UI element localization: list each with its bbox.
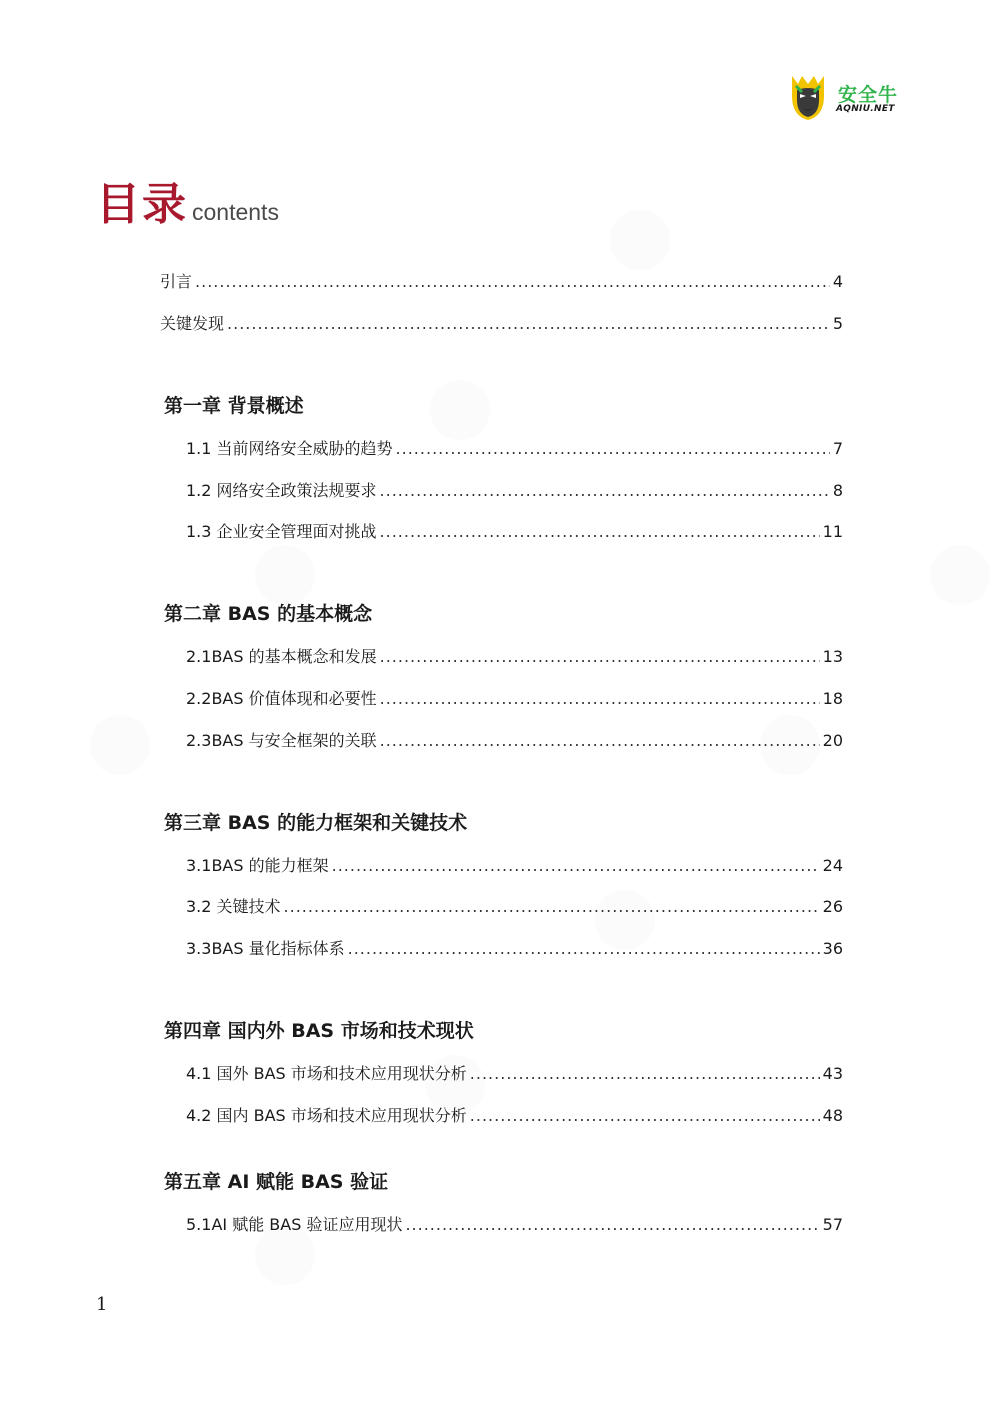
toc-entry-page: 4	[832, 272, 843, 291]
toc-entry-label: 2.2BAS 价值体现和必要性	[186, 689, 377, 708]
toc-leader-dots	[195, 272, 830, 292]
toc-entry-label: 关键发现	[160, 314, 225, 333]
toc-entry-page: 18	[822, 689, 843, 708]
toc-entry-page: 36	[822, 939, 843, 958]
page-number: 1	[96, 1294, 108, 1315]
logo-name-cn: 安全牛	[838, 84, 899, 106]
toc-entry-key-findings[interactable]	[160, 314, 843, 334]
toc-entry-label: 4.2 国内 BAS 市场和技术应用现状分析	[186, 1106, 467, 1125]
toc-entry-label: 4.1 国外 BAS 市场和技术应用现状分析	[186, 1064, 467, 1083]
toc-entry-page: 57	[822, 1215, 843, 1234]
toc-leader-dots	[380, 689, 820, 709]
toc-entry-page: 13	[822, 647, 843, 666]
toc-entry-page: 5	[832, 314, 843, 333]
toc-leader-dots	[348, 939, 820, 959]
toc-entry-label: 5.1AI 赋能 BAS 验证应用现状	[186, 1215, 403, 1234]
toc-entry-label: 2.1BAS 的基本概念和发展	[186, 647, 377, 666]
toc-leader-dots	[470, 1106, 820, 1126]
toc-entry[interactable]	[186, 1215, 843, 1235]
toc-entry-label: 3.3BAS 量化指标体系	[186, 939, 345, 958]
toc-entry-label: 1.2 网络安全政策法规要求	[186, 481, 377, 500]
toc-entry-page: 8	[832, 481, 843, 500]
toc-entry[interactable]	[186, 856, 843, 876]
toc-entry[interactable]	[186, 481, 843, 501]
toc-leader-dots	[470, 1064, 820, 1084]
toc-entry-label: 1.3 企业安全管理面对挑战	[186, 522, 377, 541]
toc-title: 目录	[96, 179, 188, 230]
chapter-1-title[interactable]: 第一章 背景概述	[164, 395, 304, 417]
toc-entry[interactable]	[186, 1064, 843, 1084]
toc-entry[interactable]	[186, 647, 843, 667]
toc-entry[interactable]	[186, 731, 843, 751]
toc-entry[interactable]	[186, 939, 843, 959]
toc-entry-label: 引言	[160, 272, 193, 291]
toc-entry[interactable]	[186, 689, 843, 709]
toc-entry[interactable]	[186, 522, 843, 542]
toc-subtitle: contents	[192, 199, 279, 225]
toc-entry[interactable]	[186, 439, 843, 459]
chapter-5-title[interactable]: 第五章 AI 赋能 BAS 验证	[164, 1171, 389, 1193]
toc-entry-page: 24	[822, 856, 843, 875]
toc-entry-page: 11	[822, 522, 843, 541]
toc-leader-dots	[227, 314, 830, 334]
chapter-2-title[interactable]: 第二章 BAS 的基本概念	[164, 603, 373, 625]
logo-name-en: AQNIU.NET	[836, 104, 895, 114]
toc-entry-page: 7	[832, 439, 843, 458]
toc-entry-label: 3.1BAS 的能力框架	[186, 856, 329, 875]
toc-leader-dots	[284, 897, 820, 917]
toc-leader-dots	[380, 522, 820, 542]
toc-leader-dots	[405, 1215, 819, 1235]
toc-leader-dots	[396, 439, 830, 459]
toc-entry[interactable]	[186, 897, 843, 917]
toc-entry-label: 1.1 当前网络安全威胁的趋势	[186, 439, 393, 458]
chapter-4-title[interactable]: 第四章 国内外 BAS 市场和技术现状	[164, 1020, 474, 1042]
chapter-3-title[interactable]: 第三章 BAS 的能力框架和关键技术	[164, 812, 468, 834]
toc-leader-dots	[380, 647, 820, 667]
toc-entry-page: 20	[822, 731, 843, 750]
toc-leader-dots	[332, 856, 820, 876]
toc-entry[interactable]	[186, 1106, 843, 1126]
toc-entry-page: 26	[822, 897, 843, 916]
toc-entry-page: 43	[822, 1064, 843, 1083]
toc-entry-page: 48	[822, 1106, 843, 1125]
toc-entry-intro[interactable]	[160, 272, 843, 292]
toc-entry-label: 3.2 关键技术	[186, 897, 281, 916]
toc-leader-dots	[380, 731, 820, 751]
toc-leader-dots	[380, 481, 830, 501]
toc-entry-label: 2.3BAS 与安全框架的关联	[186, 731, 377, 750]
